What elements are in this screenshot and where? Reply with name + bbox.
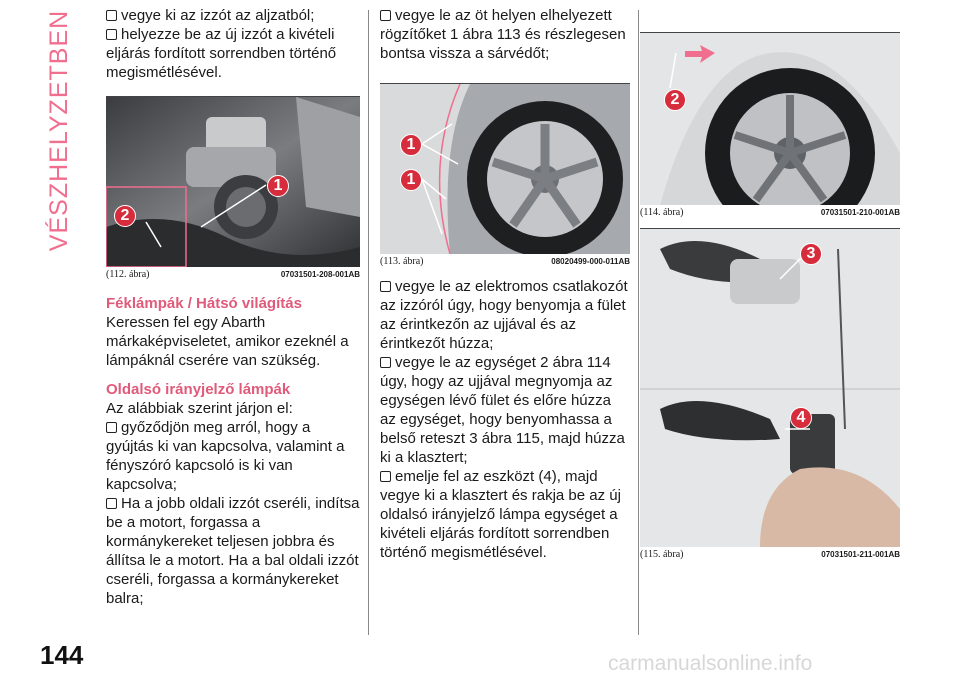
figure-113 bbox=[380, 83, 630, 267]
column-divider bbox=[368, 10, 369, 635]
wheel-arch-illustration bbox=[380, 84, 630, 254]
checkbox-bullet-icon bbox=[106, 10, 117, 21]
checkbox-bullet-icon bbox=[380, 357, 391, 368]
figure-caption bbox=[640, 549, 900, 560]
figure-code: 07031501-211-001AB bbox=[821, 550, 900, 559]
checkbox-bullet-icon bbox=[106, 422, 117, 433]
bullet-item: vegye ki az izzót az aljzatból; bbox=[106, 6, 360, 25]
page-number: 144 bbox=[40, 640, 84, 670]
column-1 bbox=[106, 6, 360, 608]
figure-112 bbox=[106, 96, 360, 280]
watermark: carmanualsonline.info bbox=[608, 652, 813, 675]
checkbox-bullet-icon bbox=[106, 498, 117, 509]
front-wheel-illustration bbox=[640, 33, 900, 205]
figure-112-photo bbox=[106, 97, 360, 267]
figure-113-photo bbox=[380, 84, 630, 254]
callout-3: 3 bbox=[800, 243, 822, 265]
section-title-text: VÉSZHELYZETBEN bbox=[45, 9, 74, 251]
figure-caption bbox=[380, 256, 630, 267]
heading-side-indicators: Oldalsó irányjelző lámpák bbox=[106, 381, 291, 398]
figure-115 bbox=[640, 228, 900, 560]
column-3 bbox=[640, 32, 900, 560]
callout-1: 1 bbox=[267, 175, 289, 197]
figure-label: (112. ábra) bbox=[106, 269, 150, 280]
checkbox-bullet-icon bbox=[106, 29, 117, 40]
engine-bay-illustration bbox=[106, 97, 360, 267]
figure-caption bbox=[640, 207, 900, 218]
checkbox-bullet-icon bbox=[380, 281, 391, 292]
callout-1: 1 bbox=[400, 134, 422, 156]
bullet-item: győződjön meg arról, hogy a gyújtás ki van kapcsolva, valamint a fényszóró kapcsoló is ki van kapcsolva; bbox=[106, 419, 345, 493]
bullet-item: vegye le az öt helyen elhelyezett rögzítőket 1 ábra 113 és részlegesen bontsa vissza a sárvédőt; bbox=[380, 7, 626, 62]
indicator-lamp-illustration bbox=[640, 229, 900, 547]
figure-code: 08020499-000-011AB bbox=[551, 257, 630, 266]
figure-114-photo bbox=[640, 33, 900, 205]
figure-115-photo bbox=[640, 229, 900, 547]
bullet-item: vegye le az egységet 2 ábra 114 úgy, hogy az ujjával megnyomja az egységen lévő fület és előre húzza az egységet, hogy benyomhassa a belső reteszt 3 ábra 115, majd húzza ki a klasztert; bbox=[380, 354, 625, 466]
figure-label: (114. ábra) bbox=[640, 207, 684, 218]
column-2 bbox=[380, 6, 630, 562]
checkbox-bullet-icon bbox=[380, 10, 391, 21]
column-divider bbox=[638, 10, 639, 635]
paragraph: Keressen fel egy Abarth márkaképviseletet, amikor ezeknél a lámpáknál cserére van szükség. bbox=[106, 314, 349, 369]
figure-code: 07031501-210-001AB bbox=[820, 208, 900, 217]
heading-brake-lights: Féklámpák / Hátsó világítás bbox=[106, 295, 302, 312]
figure-label: (115. ábra) bbox=[640, 549, 684, 560]
figure-label: (113. ábra) bbox=[380, 256, 424, 267]
callout-1: 1 bbox=[400, 169, 422, 191]
checkbox-bullet-icon bbox=[380, 471, 391, 482]
bullet-item: vegye le az elektromos csatlakozót az izzóról úgy, hogy benyomja a fület az érintkezőn az ujjával és az érintkezőt húzza; bbox=[380, 278, 628, 352]
bullet-item: Ha a jobb oldali izzót cseréli, indítsa be a motort, forgassa a kormánykereket teljesen jobbra és állítsa le a motort. Ha a bal oldali izzót cseréli, forgassa a kormánykereket balra; bbox=[106, 495, 360, 607]
bullet-item: helyezze be az új izzót a kivételi eljárás fordított sorrendben történő megismétlésével. bbox=[106, 26, 337, 81]
callout-2: 2 bbox=[664, 89, 686, 111]
callout-4: 4 bbox=[790, 407, 812, 429]
figure-114 bbox=[640, 32, 900, 218]
sidebar-section-title bbox=[40, 9, 80, 251]
figure-code: 07031501-208-001AB bbox=[280, 270, 360, 279]
figure-caption bbox=[106, 269, 360, 280]
bullet-item: emelje fel az eszközt (4), majd vegye ki a klasztert és rakja be az új oldalsó irányjelző lámpa egységet a kivételi eljárás fordított sorrendben történő megismétlésével. bbox=[380, 468, 621, 561]
paragraph: Az alábbiak szerint járjon el: bbox=[106, 400, 293, 417]
callout-2: 2 bbox=[114, 205, 136, 227]
